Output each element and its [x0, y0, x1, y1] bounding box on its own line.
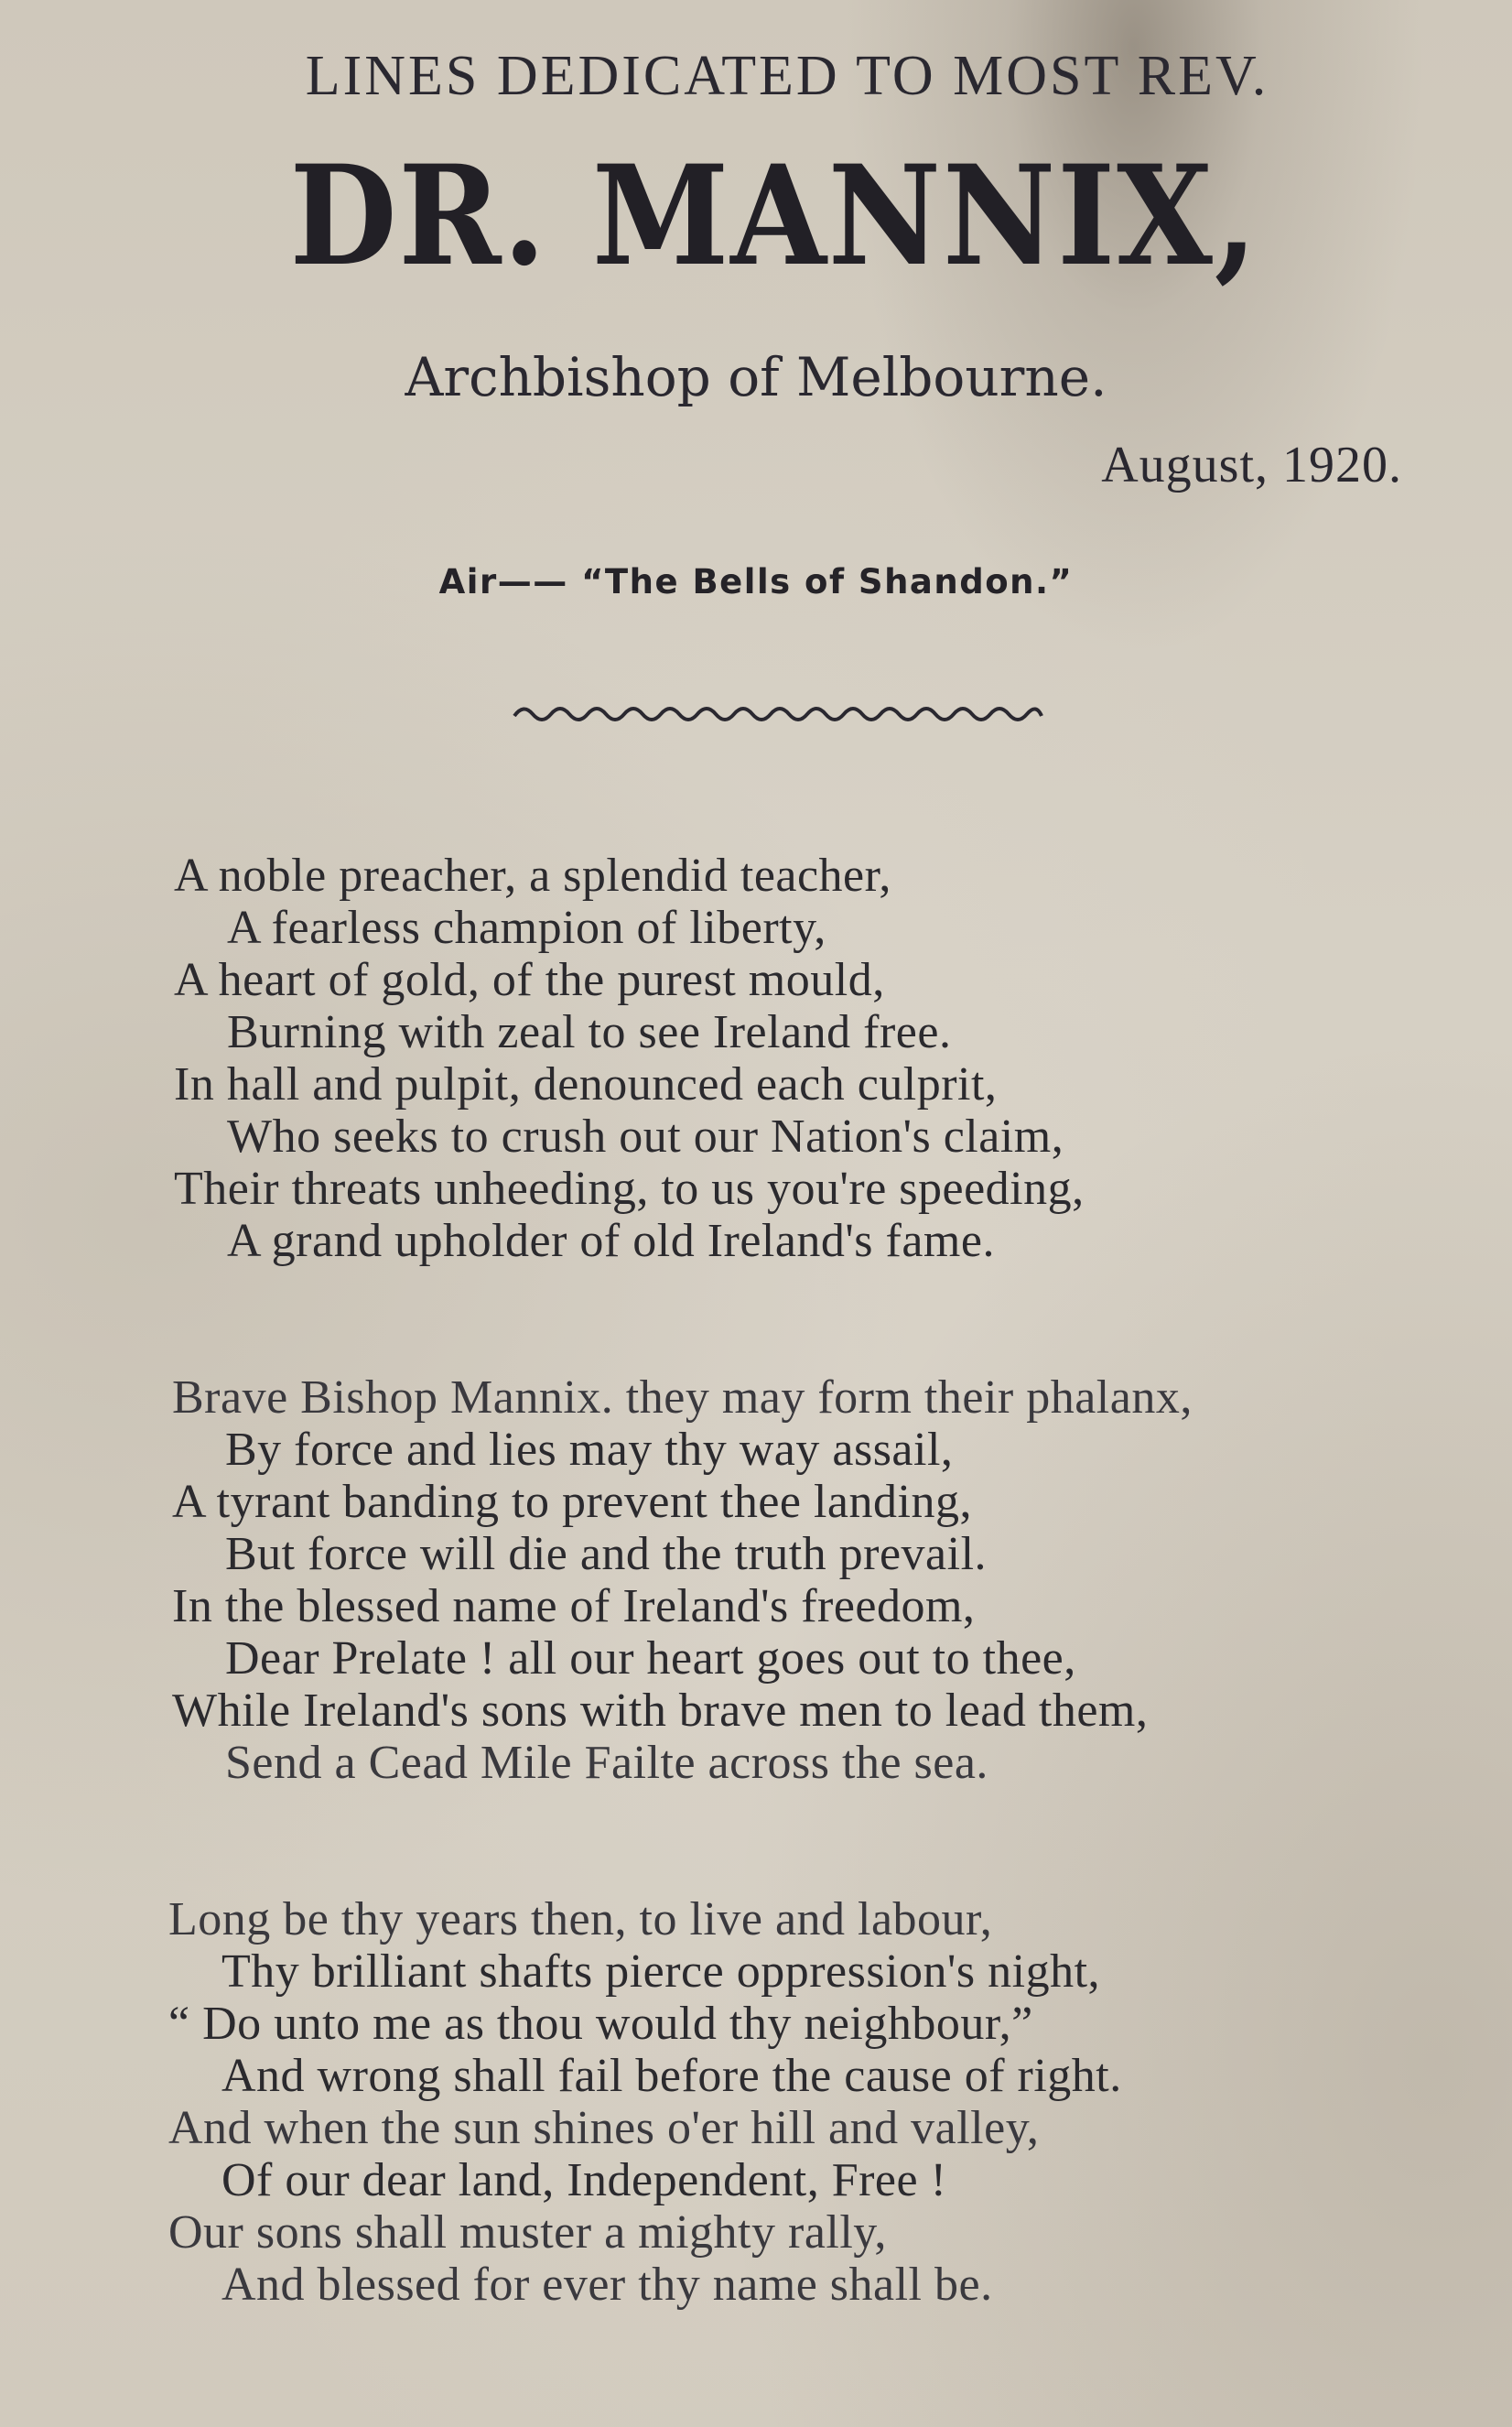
verse-line: Their threats unheeding, to us you're speeding, [174, 1163, 1085, 1215]
subtitle: Archbishop of Melbourne. [405, 346, 1107, 408]
stanza-3 [168, 1893, 1468, 2311]
page-title: DR. MANNIX, [289, 135, 1259, 297]
verse-line: Our sons shall muster a mighty rally, [168, 2206, 887, 2259]
verse-line: Burning with zeal to see Ireland free. [227, 1006, 952, 1058]
verse-line: Thy brilliant shafts pierce oppression's night, [221, 1945, 1101, 1998]
verse-line: Send a Cead Mile Failte across the sea. [225, 1737, 988, 1789]
verse-line: While Ireland's sons with brave men to lead them, [172, 1685, 1149, 1737]
date-line: August, 1920. [1101, 437, 1402, 493]
stanza-1 [174, 850, 1474, 1267]
verse-line: A tyrant banding to prevent thee landing, [172, 1476, 972, 1528]
verse-line: Who seeks to crush out our Nation's claim, [227, 1111, 1064, 1163]
squiggle-divider [513, 701, 1043, 727]
verse-line: Dear Prelate ! all our heart goes out to thee, [225, 1632, 1076, 1685]
verse-line: A fearless champion of liberty, [227, 902, 826, 954]
verse-line: Of our dear land, Independent, Free ! [221, 2154, 947, 2206]
verse-line: Long be thy years then, to live and labour, [168, 1893, 993, 1945]
verse-line: Brave Bishop Mannix. they may form their phalanx, [172, 1371, 1193, 1424]
verse-line: A noble preacher, a splendid teacher, [174, 850, 891, 902]
verse-line: And wrong shall fail before the cause of right. [221, 2050, 1122, 2102]
verse-line: But force will die and the truth prevail. [225, 1528, 988, 1580]
verse-line: And when the sun shines o'er hill and valley, [168, 2102, 1040, 2154]
stanza-2 [172, 1371, 1472, 1789]
air-line: Air—— “The Bells of Shandon.” [438, 562, 1074, 601]
verse-line: “ Do unto me as thou would thy neighbour,” [168, 1998, 1033, 2050]
verse-line: In the blessed name of Ireland's freedom, [172, 1580, 976, 1632]
verse-line: A grand upholder of old Ireland's fame. [227, 1215, 995, 1267]
verse-line: A heart of gold, of the purest mould, [174, 954, 885, 1006]
verse-line: And blessed for ever thy name shall be. [221, 2259, 993, 2311]
dedication-heading: LINES DEDICATED TO MOST REV. [305, 45, 1269, 107]
verse-line: By force and lies may thy way assail, [225, 1424, 954, 1476]
verse-line: In hall and pulpit, denounced each culprit, [174, 1058, 998, 1111]
